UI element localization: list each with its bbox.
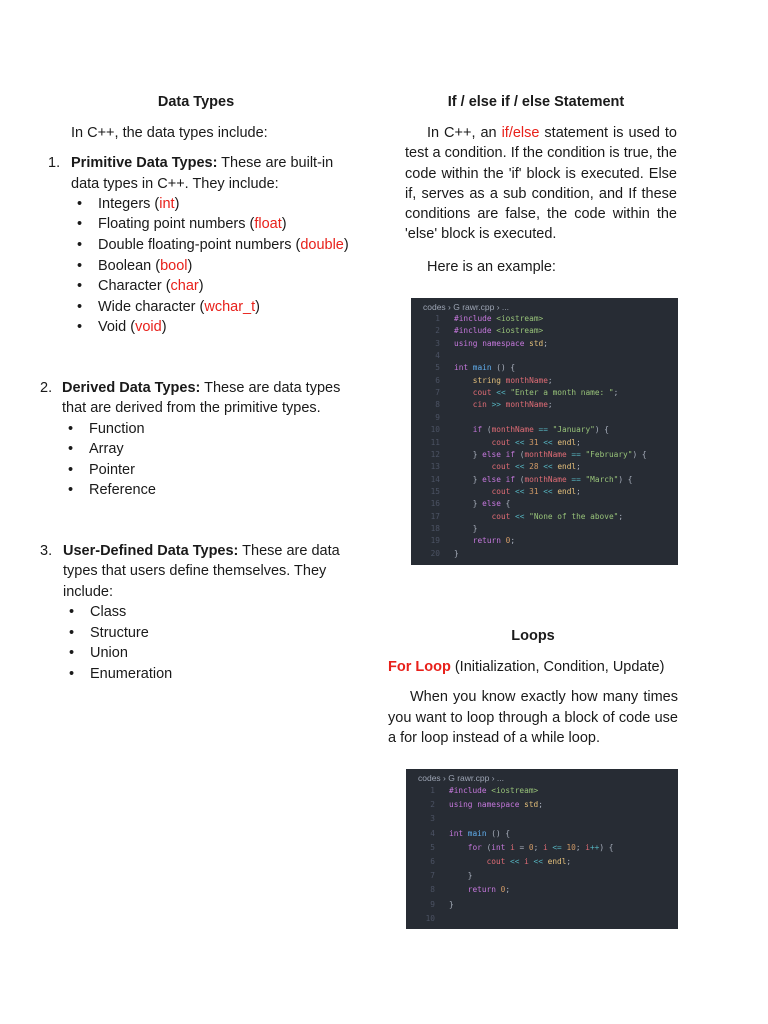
code-line: 3 using namespace std; (411, 339, 548, 351)
example-intro: Here is an example: (427, 258, 556, 275)
line-number: 1 (430, 786, 435, 795)
list-item: • Enumeration (69, 665, 173, 682)
code-line: 6 string monthName; (411, 376, 553, 388)
code-line: 15 cout << 31 << endl; (411, 487, 581, 499)
list-item: • Void (void) (77, 319, 167, 336)
code-line: 14 } else if (monthName == "March") { (411, 475, 632, 487)
code-line: 1 #include <iostream> (411, 314, 543, 326)
list-item: • Function (68, 420, 145, 437)
section-text: These are data types that are derived from the primitive types. (62, 380, 341, 417)
code-line: 19 return 0; (411, 536, 515, 548)
line-number: 7 (435, 388, 440, 398)
line-number: 8 (435, 400, 440, 410)
list-item: • Double floating-point numbers (double) (77, 237, 349, 254)
list-item: • Structure (69, 624, 149, 641)
line-number: 11 (430, 437, 440, 447)
list-number: 1. (48, 155, 61, 172)
line-number: 15 (430, 486, 440, 496)
list-item: • Pointer (68, 461, 135, 478)
code-line: 2 using namespace std; (406, 800, 543, 812)
list-item: • Character (char) (77, 278, 204, 295)
list-item: • Floating point numbers (float) (77, 216, 287, 233)
line-number: 9 (430, 899, 435, 909)
derived-types-bullets (62, 419, 352, 501)
line-number: 5 (430, 842, 435, 852)
code-line (406, 914, 449, 926)
section-text: These are data types that users define themselves. They include: (63, 543, 340, 600)
line-number: 3 (430, 814, 435, 824)
line-number: 16 (430, 499, 440, 509)
code-line (406, 814, 449, 826)
list-item: • Wide character (wchar_t) (77, 298, 260, 315)
if-else-section (405, 93, 677, 277)
if-else-code-block (411, 298, 678, 565)
list-item: • Array (68, 441, 124, 458)
list-item: • Class (69, 603, 127, 620)
line-number: 20 (430, 548, 440, 558)
primitive-types-item (40, 153, 352, 338)
if-else-paragraph: In C++, an if/else statement is used to test a condition. If the condition is true, the code within the 'if' block is executed. Else if, serves as a sub condition, and If these conditions are false, the code within the 'else' block is executed. (405, 125, 677, 243)
code-line: 7 cout << "Enter a month name: "; (411, 388, 618, 400)
data-types-heading: Data Types (157, 94, 235, 110)
line-number: 3 (435, 338, 440, 348)
list-item: • Boolean (bool) (77, 257, 193, 274)
section-label: Primitive Data Types: (71, 155, 218, 172)
line-number: 10 (430, 425, 440, 435)
line-number: 7 (430, 871, 435, 881)
line-number: 8 (430, 885, 435, 895)
line-number: 10 (425, 913, 435, 923)
code-line: 16 } else { (411, 499, 510, 511)
line-number: 12 (430, 449, 440, 459)
code-line: 12 } else if (monthName == "February") { (411, 450, 647, 462)
for-loop-line: For Loop (Initialization, Condition, Update) (388, 659, 665, 675)
user-defined-types-bullets (63, 602, 352, 684)
code-line: 4 int main () { (406, 829, 510, 841)
for-loop-paragraph: When you know exactly how many times you want to loop through a block of code use a for loop instead of a while loop. (388, 689, 678, 746)
line-number: 2 (430, 800, 435, 810)
code-breadcrumb: codes › G rawr.cpp › ... (423, 302, 509, 312)
line-number: 2 (435, 326, 440, 336)
line-number: 9 (435, 412, 440, 422)
line-number: 14 (430, 474, 440, 484)
line-number: 4 (435, 351, 440, 361)
data-types-intro: In C++, the data types include: (71, 125, 268, 141)
code-line: 17 cout << "None of the above"; (411, 512, 623, 524)
list-item: • Union (69, 645, 128, 662)
code-line: 5 int main () { (411, 363, 515, 375)
code-line: 18 } (411, 524, 477, 536)
list-item: • Reference (68, 482, 156, 499)
code-line: 20 } (411, 549, 459, 561)
code-line (411, 413, 454, 425)
for-loop-code-block (406, 769, 678, 929)
code-line: 7 } (406, 871, 472, 883)
line-number: 6 (430, 857, 435, 866)
list-number: 2. (40, 380, 53, 397)
line-number: 6 (435, 375, 440, 385)
section-label: User-Defined Data Types: (63, 543, 239, 560)
code-line: 2 #include <iostream> (411, 326, 543, 338)
code-line: 9 } (406, 900, 454, 912)
line-number: 1 (435, 314, 440, 323)
code-line: 1 #include <iostream> (406, 786, 538, 798)
code-line: 8 cin >> monthName; (411, 400, 553, 412)
user-defined-types-item (40, 541, 352, 684)
code-line (411, 351, 454, 363)
code-line: 10 if (monthName == "January") { (411, 425, 609, 437)
line-number: 4 (430, 828, 435, 838)
code-line: 13 cout << 28 << endl; (411, 462, 581, 474)
code-line: 11 cout << 31 << endl; (411, 438, 581, 450)
list-item: • Integers (int) (77, 195, 180, 212)
code-line: 6 cout << i << endl; (406, 857, 571, 869)
line-number: 17 (430, 511, 440, 521)
loops-heading: Loops (511, 628, 555, 644)
line-number: 18 (430, 523, 440, 533)
line-number: 13 (430, 462, 440, 472)
data-types-column (40, 93, 352, 684)
list-number: 3. (40, 543, 53, 560)
line-number: 5 (435, 363, 440, 373)
derived-types-item (40, 378, 352, 501)
code-line: 5 for (int i = 0; i <= 10; i++) { (406, 843, 613, 855)
section-label: Derived Data Types: (62, 380, 201, 397)
code-breadcrumb: codes › G rawr.cpp › ... (418, 773, 504, 783)
section-text: These are built-in data types in C++. They include: (71, 155, 334, 192)
loops-section (388, 627, 678, 748)
code-line: 8 return 0; (406, 885, 510, 897)
primitive-types-bullets (71, 194, 352, 338)
line-number: 19 (430, 536, 440, 546)
data-types-list (40, 153, 352, 684)
if-else-heading: If / else if / else Statement (447, 94, 625, 110)
